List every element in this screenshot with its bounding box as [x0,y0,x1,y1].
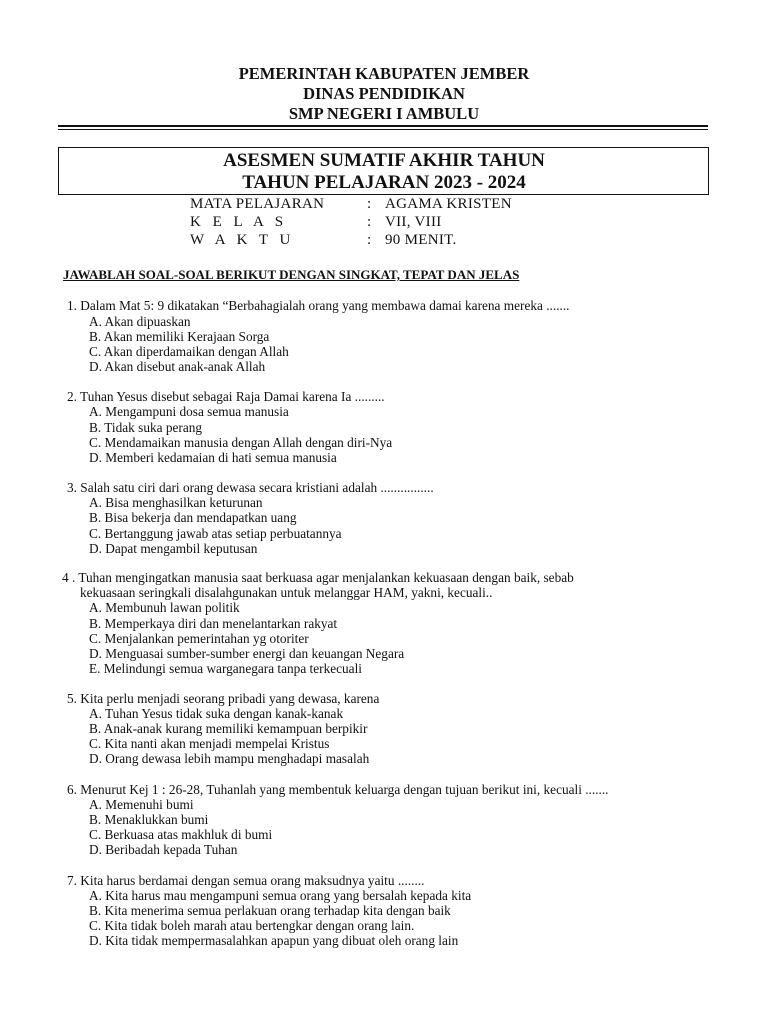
header-department: DINAS PENDIDIKAN [303,84,465,103]
question-6-text: 6. Menurut Kej 1 : 26-28, Tuhanlah yang membentuk keluarga dengan tujuan berikut ini, kecuali ....... [67,782,609,797]
class-value: VII, VIII [385,214,442,230]
question-4-option-d: D. Menguasai sumber-sumber energi dan keuangan Negara [89,646,405,661]
question-1-option-b: B. Akan memiliki Kerajaan Sorga [89,329,270,344]
question-1-text: 1. Dalam Mat 5: 9 dikatakan “Berbahagialah orang yang membawa damai karena mereka ....... [67,298,570,313]
header-divider-thick [58,125,708,127]
question-7-option-b: B. Kita menerima semua perlakuan orang terhadap kita dengan baik [89,903,451,918]
subject-value: AGAMA KRISTEN [385,196,512,212]
question-5-option-b: B. Anak-anak kurang memiliki kemampuan berpikir [89,721,368,736]
question-3-text: 3. Salah satu ciri dari orang dewasa secara kristiani adalah ................ [67,480,434,495]
question-7-option-a: A. Kita harus mau mengampuni semua orang yang bersalah kepada kita [89,888,472,903]
question-1-option-a: A. Akan dipuaskan [89,314,191,329]
question-2-option-d: D. Memberi kedamaian di hati semua manusia [89,450,337,465]
question-3-option-a: A. Bisa menghasilkan keturunan [89,495,263,510]
exam-year: TAHUN PELAJARAN 2023 - 2024 [242,172,526,193]
question-6-option-c: C. Berkuasa atas makhluk di bumi [89,827,273,842]
question-6-option-d: D. Beribadah kepada Tuhan [89,842,238,857]
header-government: PEMERINTAH KABUPATEN JEMBER [238,64,530,83]
time-value: 90 MENIT. [385,232,457,248]
question-4-option-a: A. Membunuh lawan politik [89,600,240,615]
question-5-text: 5. Kita perlu menjadi seorang pribadi yang dewasa, karena [67,691,380,706]
question-3-option-b: B. Bisa bekerja dan mendapatkan uang [89,510,297,525]
exam-title: ASESMEN SUMATIF AKHIR TAHUN [223,150,545,171]
question-2-text: 2. Tuhan Yesus disebut sebagai Raja Damai karena Ia ......... [67,389,385,404]
time-colon: : [367,232,372,248]
question-7-option-d: D. Kita tidak mempermasalahkan apapun yang dibuat oleh orang lain [89,933,459,948]
question-1-option-d: D. Akan disebut anak-anak Allah [89,359,266,374]
question-2-option-c: C. Mendamaikan manusia dengan Allah dengan diri-Nya [89,435,393,450]
time-label: W A K T U [190,232,295,248]
question-4-text-continued: kekuasaan seringkali disalahgunakan untuk melanggar HAM, yakni, kecuali.. [80,585,493,600]
subject-label: MATA PELAJARAN [190,196,325,212]
question-2-option-a: A. Mengampuni dosa semua manusia [89,404,289,419]
question-4-option-e: E. Melindungi semua warganegara tanpa terkecuali [89,661,362,676]
question-5-option-c: C. Kita nanti akan menjadi mempelai Kristus [89,736,330,751]
question-6-option-b: B. Menaklukkan bumi [89,812,209,827]
header-school: SMP NEGERI I AMBULU [288,104,480,123]
question-7-text: 7. Kita harus berdamai dengan semua orang maksudnya yaitu ........ [67,873,425,888]
header-divider-thin [58,129,708,130]
subject-colon: : [367,196,372,212]
question-5-option-d: D. Orang dewasa lebih mampu menghadapi masalah [89,751,370,766]
class-label: K E L A S [190,214,288,230]
question-6-option-a: A. Memenuhi bumi [89,797,194,812]
question-3-option-d: D. Dapat mengambil keputusan [89,541,258,556]
question-5-option-a: A. Tuhan Yesus tidak suka dengan kanak-kanak [89,706,344,721]
instruction: JAWABLAH SOAL-SOAL BERIKUT DENGAN SINGKAT, TEPAT DAN JELAS [63,267,520,282]
class-colon: : [367,214,372,230]
question-2-option-b: B. Tidak suka perang [89,420,203,435]
question-4-text: 4 . Tuhan mengingatkan manusia saat berkuasa agar menjalankan kekuasaan dengan baik, sebab [62,570,574,585]
question-3-option-c: C. Bertanggung jawab atas setiap perbuatannya [89,526,342,541]
question-7-option-c: C. Kita tidak boleh marah atau bertengkar dengan orang lain. [89,918,415,933]
question-1-option-c: C. Akan diperdamaikan dengan Allah [89,344,289,359]
question-4-option-b: B. Memperkaya diri dan menelantarkan rakyat [89,616,338,631]
question-4-option-c: C. Menjalankan pemerintahan yg otoriter [89,631,309,646]
